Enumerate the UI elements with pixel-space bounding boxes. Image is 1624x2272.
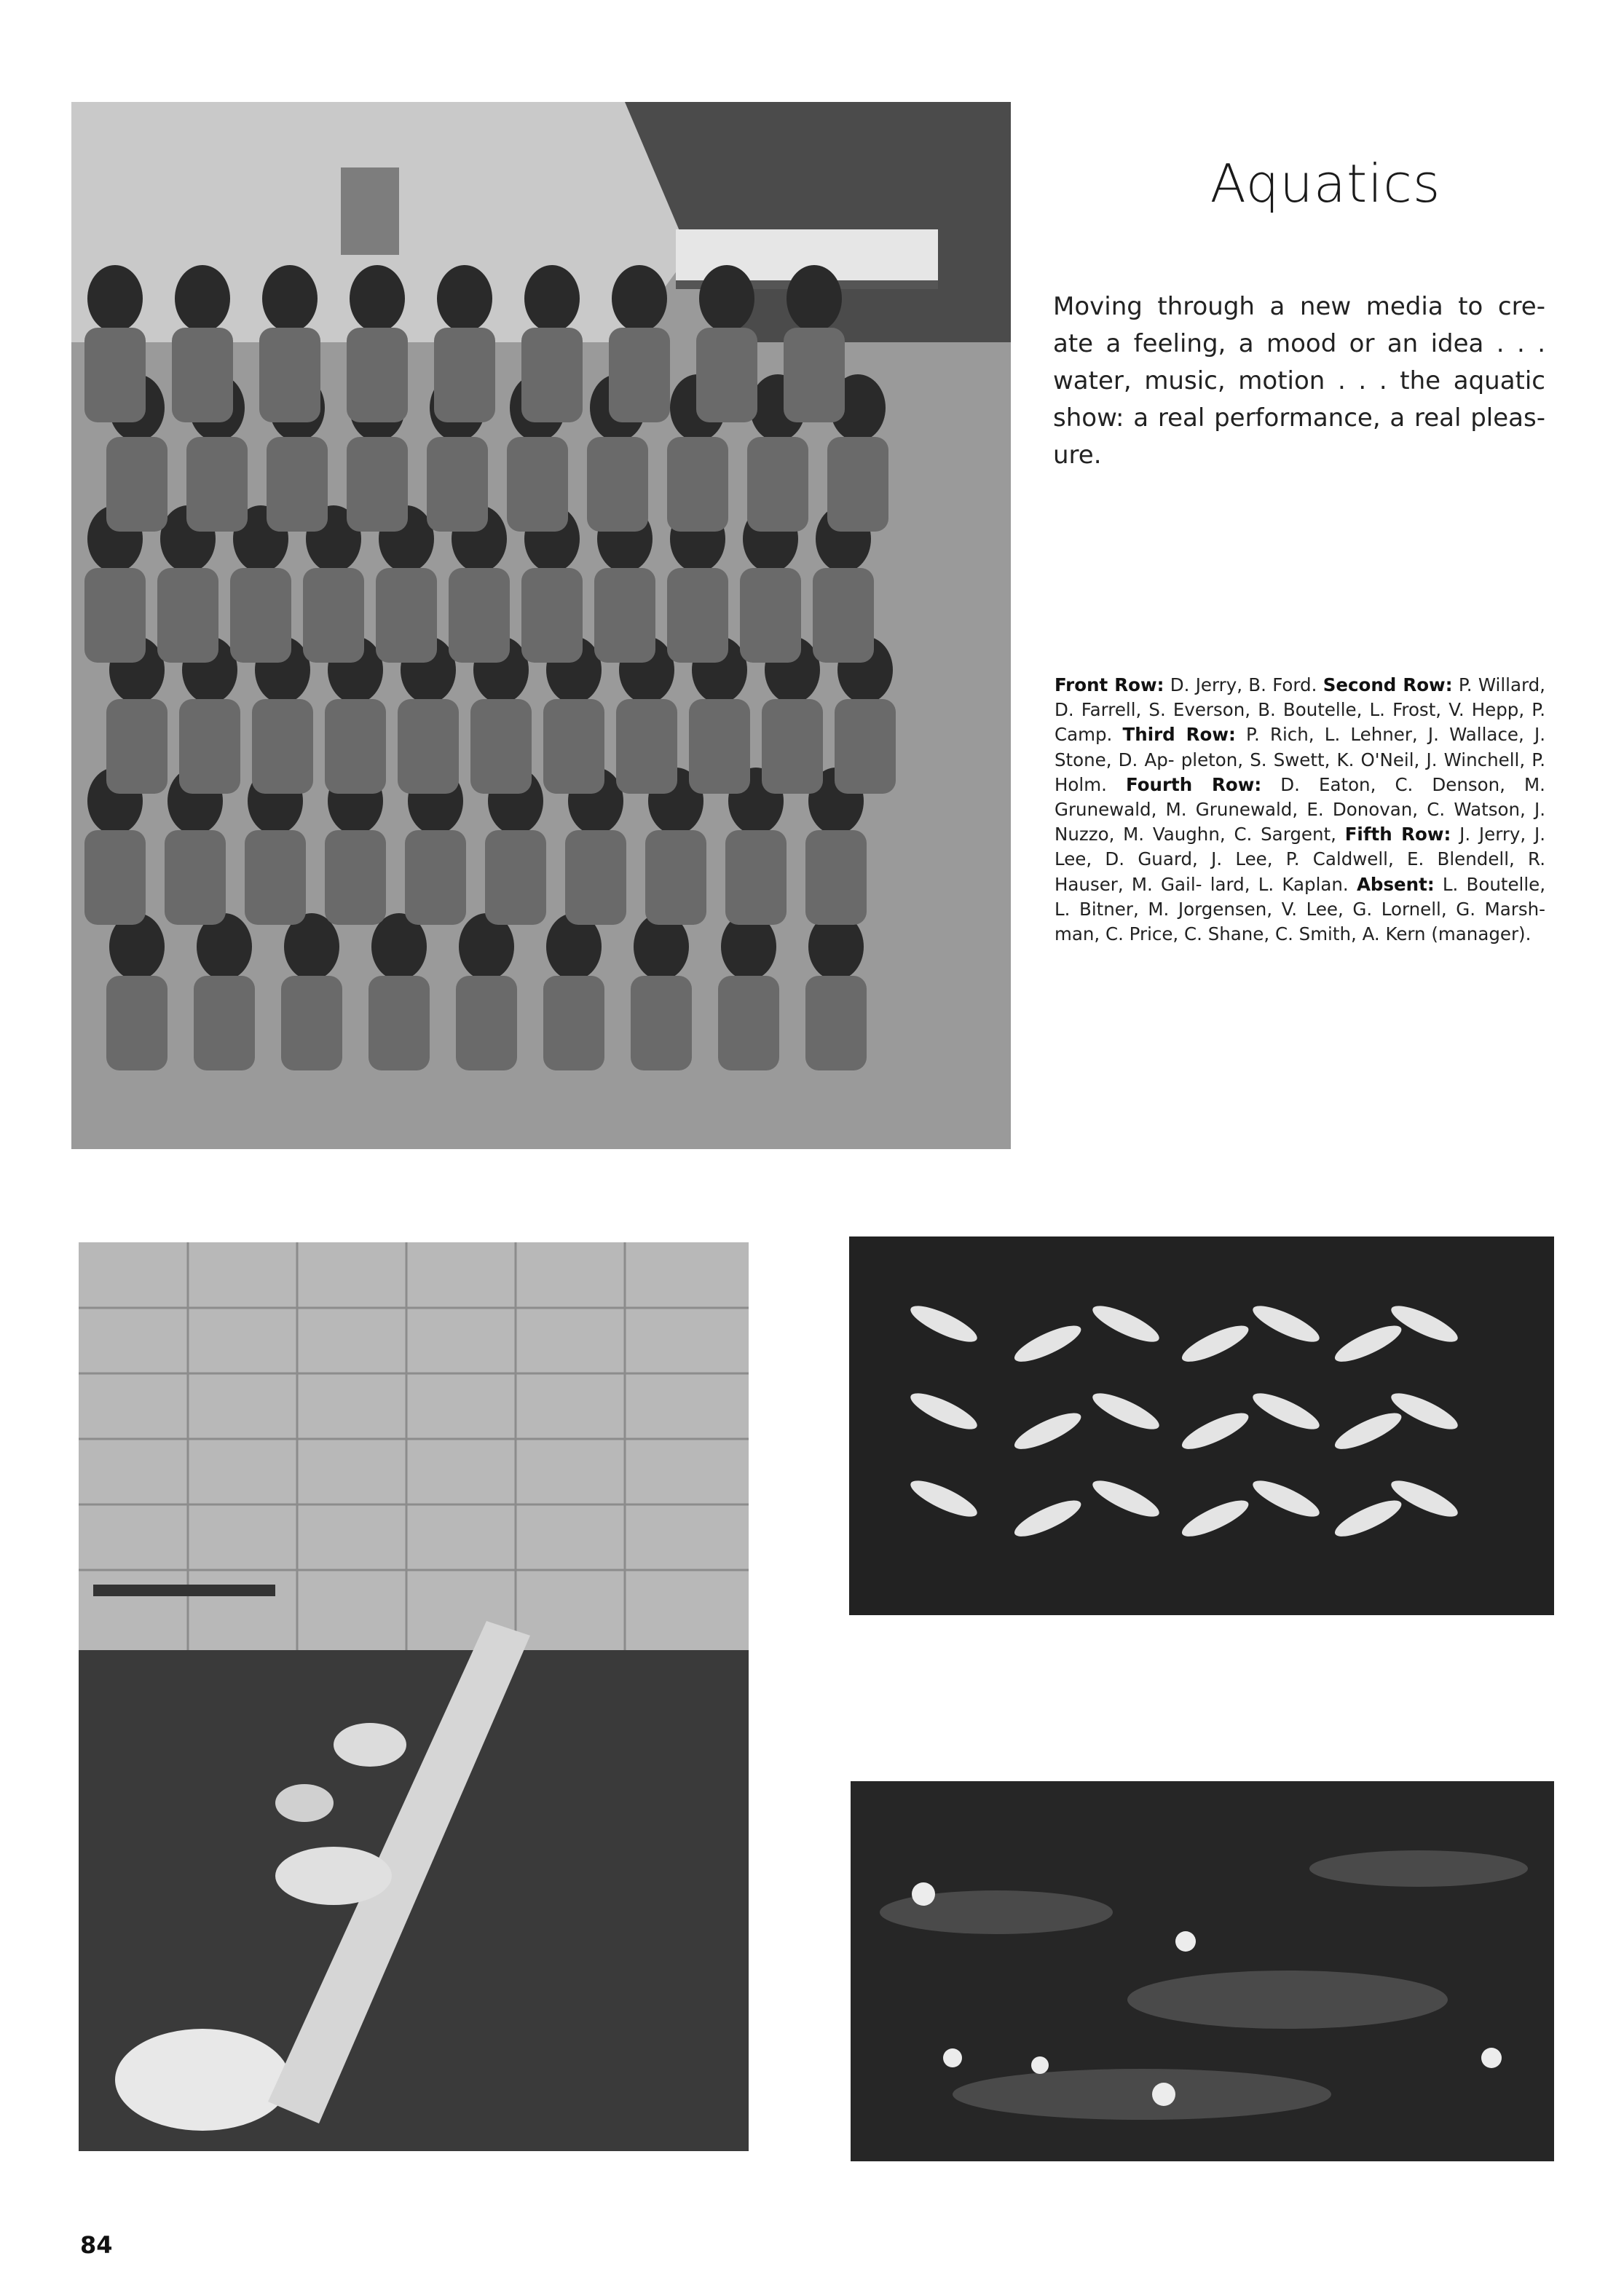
roster-label: Front Row: bbox=[1055, 674, 1164, 695]
team-group-photo bbox=[71, 102, 1011, 1149]
roster-names: D. Jerry, B. Ford. bbox=[1170, 674, 1317, 695]
roster-names: P. Willard, D. Farrell, S. Everson, B. Boutelle, L. Frost, V. Hepp, P. Camp. bbox=[1055, 674, 1545, 746]
formation-swimmers-photo bbox=[849, 1236, 1554, 1615]
ballet-leg-photo bbox=[79, 1242, 749, 2151]
roster-label: Absent: bbox=[1356, 873, 1435, 895]
roster-caption bbox=[1055, 673, 1545, 947]
swimmers-in-pool-photo bbox=[851, 1781, 1554, 2161]
roster-label: Fifth Row: bbox=[1344, 824, 1451, 845]
intro-paragraph: Moving through a new media to cre- ate a feeling, a mood or an idea . . . water, music, motion . . . the aquatic show: a real performance, a real pleas- ure. bbox=[1053, 292, 1545, 470]
roster-row-front bbox=[1055, 674, 1317, 695]
roster-names: D. Eaton, C. Denson, M. Grunewald, M. Grunewald, E. Donovan, C. Watson, J. Nuzzo, M. Vaughn, C. Sargent, bbox=[1055, 773, 1545, 845]
page-title: Aquatics bbox=[1210, 153, 1441, 214]
roster-names: J. Jerry, J. Lee, D. Guard, J. Lee, P. Caldwell, E. Blendell, R. Hauser, M. Gail- lard, L. Kaplan. bbox=[1055, 824, 1546, 895]
page-number: 84 bbox=[80, 2231, 113, 2259]
roster-names: P. Rich, L. Lehner, J. Wallace, J. Stone, D. Ap- pleton, S. Swett, K. O'Neil, J. Winchell, P. Holm. bbox=[1055, 724, 1545, 795]
roster-label: Second Row: bbox=[1323, 674, 1453, 695]
roster-label: Fourth Row: bbox=[1125, 773, 1262, 795]
roster-names: L. Boutelle, L. Bitner, M. Jorgensen, V. Lee, G. Lornell, G. Marsh- man, C. Price, C. Shane, C. Smith, A. Kern (manager). bbox=[1055, 873, 1545, 945]
roster-label: Third Row: bbox=[1122, 724, 1236, 746]
